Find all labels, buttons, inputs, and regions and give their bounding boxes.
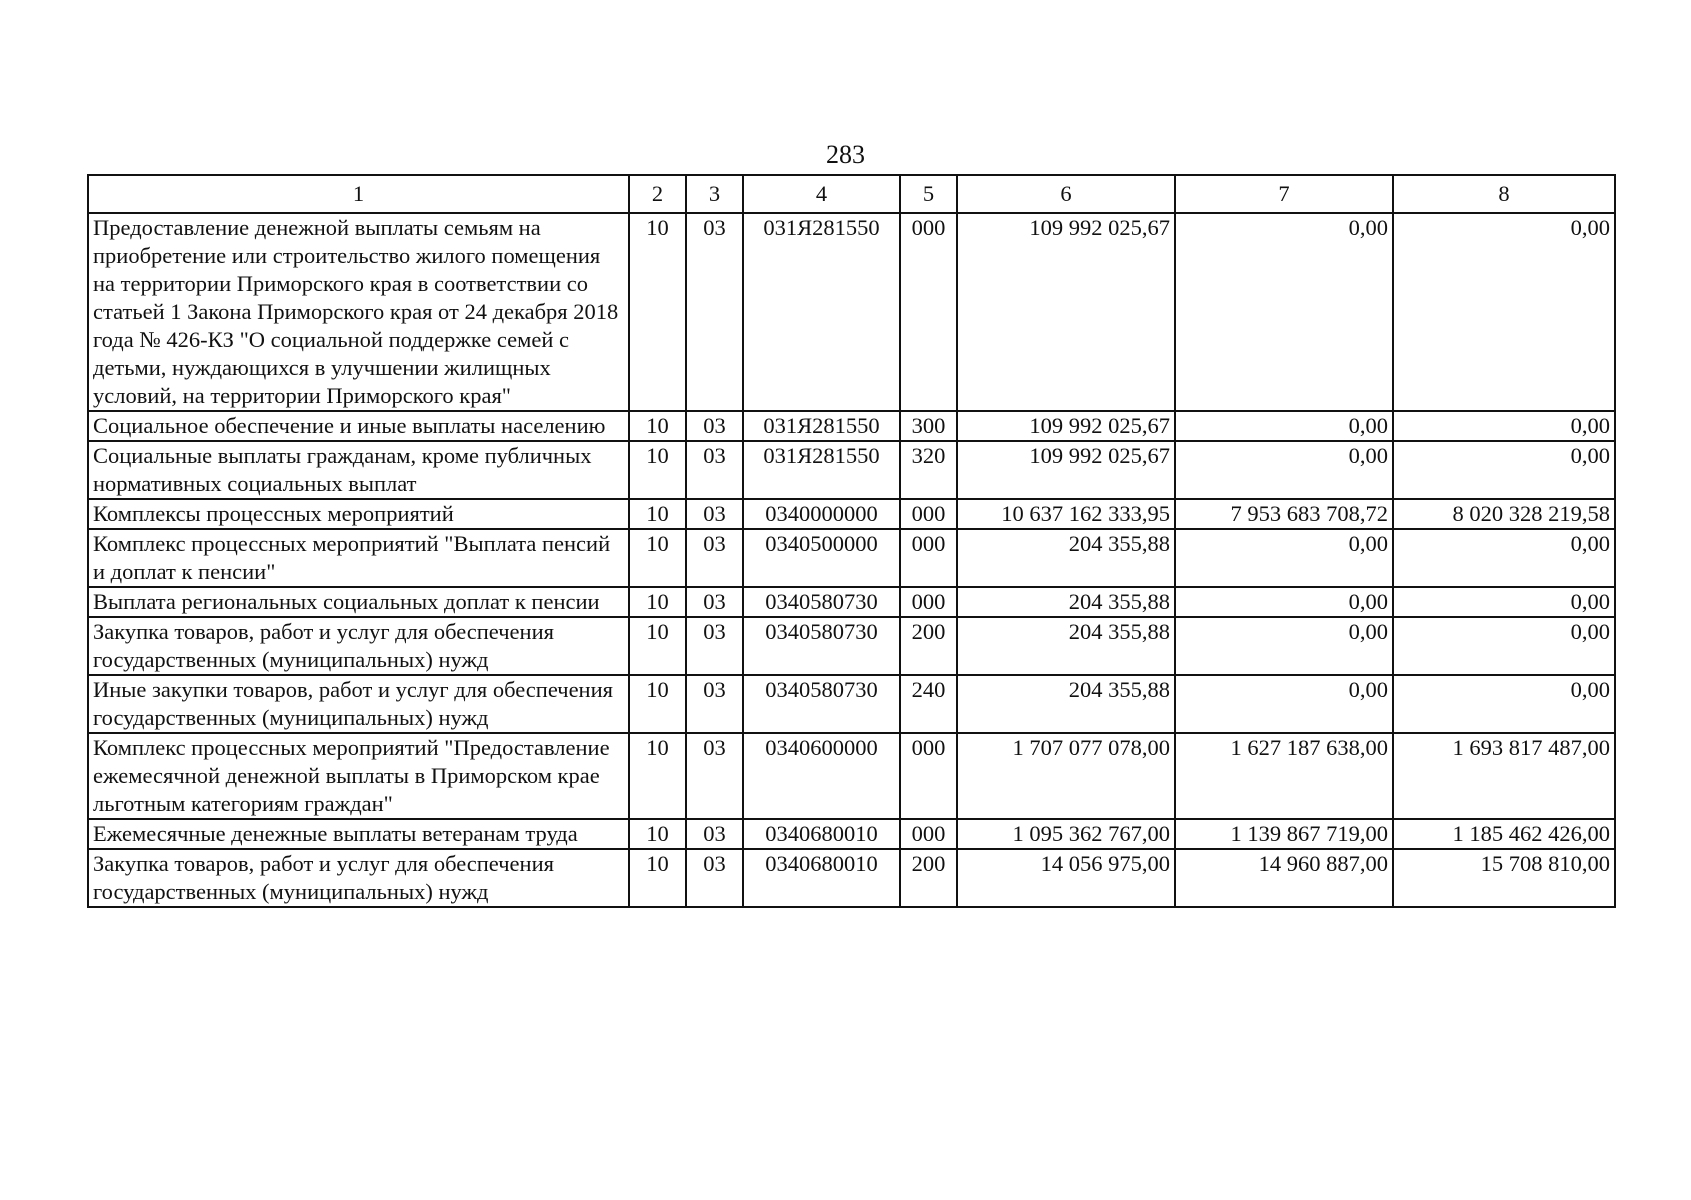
row-subsection: 03 xyxy=(686,411,743,441)
row-subsection: 03 xyxy=(686,849,743,907)
row-expense-type: 300 xyxy=(900,411,957,441)
row-amount-year-1: 204 355,88 xyxy=(957,587,1175,617)
row-target-code: 0340580730 xyxy=(743,617,900,675)
table-row xyxy=(88,529,1615,587)
row-subsection: 03 xyxy=(686,587,743,617)
row-amount-year-2: 1 627 187 638,00 xyxy=(1175,733,1393,819)
header-col-4: 4 xyxy=(743,175,900,213)
row-subsection: 03 xyxy=(686,733,743,819)
row-name: Комплекс процессных мероприятий "Предоставление ежемесячной денежной выплаты в Приморском крае льготным категориям граждан" xyxy=(88,733,629,819)
row-name: Социальное обеспечение и иные выплаты населению xyxy=(88,411,629,441)
row-amount-year-1: 204 355,88 xyxy=(957,529,1175,587)
row-subsection: 03 xyxy=(686,675,743,733)
row-name: Социальные выплаты гражданам, кроме публичных нормативных социальных выплат xyxy=(88,441,629,499)
row-expense-type: 000 xyxy=(900,733,957,819)
row-amount-year-2: 0,00 xyxy=(1175,675,1393,733)
row-amount-year-1: 109 992 025,67 xyxy=(957,411,1175,441)
row-amount-year-1: 204 355,88 xyxy=(957,617,1175,675)
table-row xyxy=(88,675,1615,733)
row-expense-type: 000 xyxy=(900,213,957,411)
row-expense-type: 320 xyxy=(900,441,957,499)
row-expense-type: 000 xyxy=(900,529,957,587)
row-amount-year-1: 1 095 362 767,00 xyxy=(957,819,1175,849)
row-amount-year-2: 0,00 xyxy=(1175,587,1393,617)
row-name: Ежемесячные денежные выплаты ветеранам труда xyxy=(88,819,629,849)
page-number: 283 xyxy=(826,140,865,169)
row-amount-year-3: 0,00 xyxy=(1393,587,1615,617)
row-name: Иные закупки товаров, работ и услуг для обеспечения государственных (муниципальных) нужд xyxy=(88,675,629,733)
row-name: Закупка товаров, работ и услуг для обеспечения государственных (муниципальных) нужд xyxy=(88,849,629,907)
table-row xyxy=(88,587,1615,617)
row-amount-year-2: 0,00 xyxy=(1175,441,1393,499)
header-col-5: 5 xyxy=(900,175,957,213)
table-header xyxy=(88,175,1615,213)
header-col-8: 8 xyxy=(1393,175,1615,213)
row-amount-year-3: 1 693 817 487,00 xyxy=(1393,733,1615,819)
row-target-code: 031Я281550 xyxy=(743,441,900,499)
row-amount-year-2: 14 960 887,00 xyxy=(1175,849,1393,907)
row-amount-year-1: 109 992 025,67 xyxy=(957,441,1175,499)
row-section: 10 xyxy=(629,213,686,411)
header-col-1: 1 xyxy=(88,175,629,213)
row-expense-type: 000 xyxy=(900,819,957,849)
row-subsection: 03 xyxy=(686,529,743,587)
row-amount-year-1: 14 056 975,00 xyxy=(957,849,1175,907)
row-amount-year-1: 1 707 077 078,00 xyxy=(957,733,1175,819)
row-amount-year-3: 1 185 462 426,00 xyxy=(1393,819,1615,849)
header-col-2: 2 xyxy=(629,175,686,213)
row-amount-year-1: 10 637 162 333,95 xyxy=(957,499,1175,529)
row-subsection: 03 xyxy=(686,617,743,675)
row-amount-year-3: 0,00 xyxy=(1393,529,1615,587)
row-amount-year-3: 15 708 810,00 xyxy=(1393,849,1615,907)
row-amount-year-3: 0,00 xyxy=(1393,441,1615,499)
row-expense-type: 000 xyxy=(900,587,957,617)
header-col-7: 7 xyxy=(1175,175,1393,213)
row-amount-year-1: 204 355,88 xyxy=(957,675,1175,733)
row-target-code: 0340500000 xyxy=(743,529,900,587)
row-amount-year-1: 109 992 025,67 xyxy=(957,213,1175,411)
row-expense-type: 240 xyxy=(900,675,957,733)
row-name: Выплата региональных социальных доплат к пенсии xyxy=(88,587,629,617)
row-amount-year-2: 1 139 867 719,00 xyxy=(1175,819,1393,849)
row-subsection: 03 xyxy=(686,819,743,849)
row-expense-type: 000 xyxy=(900,499,957,529)
row-amount-year-2: 0,00 xyxy=(1175,213,1393,411)
row-target-code: 031Я281550 xyxy=(743,213,900,411)
row-amount-year-3: 8 020 328 219,58 xyxy=(1393,499,1615,529)
table-row xyxy=(88,213,1615,411)
row-amount-year-2: 0,00 xyxy=(1175,617,1393,675)
row-section: 10 xyxy=(629,733,686,819)
header-col-6: 6 xyxy=(957,175,1175,213)
table-row xyxy=(88,849,1615,907)
row-section: 10 xyxy=(629,411,686,441)
row-section: 10 xyxy=(629,499,686,529)
row-subsection: 03 xyxy=(686,441,743,499)
row-name: Закупка товаров, работ и услуг для обеспечения государственных (муниципальных) нужд xyxy=(88,617,629,675)
row-target-code: 0340680010 xyxy=(743,819,900,849)
row-section: 10 xyxy=(629,529,686,587)
row-section: 10 xyxy=(629,675,686,733)
budget-table xyxy=(87,174,1616,908)
table-row xyxy=(88,499,1615,529)
row-amount-year-2: 0,00 xyxy=(1175,529,1393,587)
row-section: 10 xyxy=(629,819,686,849)
row-target-code: 0340580730 xyxy=(743,587,900,617)
row-name: Предоставление денежной выплаты семьям на приобретение или строительство жилого помещения на территории Приморского края в соответствии со статьей 1 Закона Приморского края от 24 декабря 2018 года № 426-КЗ "О социальной поддержке семей с детьми, нуждающихся в улучшении жилищных условий, на территории Приморского края" xyxy=(88,213,629,411)
row-target-code: 0340680010 xyxy=(743,849,900,907)
row-section: 10 xyxy=(629,849,686,907)
row-target-code: 0340600000 xyxy=(743,733,900,819)
row-section: 10 xyxy=(629,441,686,499)
row-amount-year-2: 7 953 683 708,72 xyxy=(1175,499,1393,529)
row-expense-type: 200 xyxy=(900,849,957,907)
row-amount-year-3: 0,00 xyxy=(1393,617,1615,675)
row-section: 10 xyxy=(629,617,686,675)
row-expense-type: 200 xyxy=(900,617,957,675)
row-section: 10 xyxy=(629,587,686,617)
row-amount-year-2: 0,00 xyxy=(1175,411,1393,441)
table-row xyxy=(88,617,1615,675)
row-subsection: 03 xyxy=(686,499,743,529)
row-target-code: 0340000000 xyxy=(743,499,900,529)
row-target-code: 0340580730 xyxy=(743,675,900,733)
row-name: Комплексы процессных мероприятий xyxy=(88,499,629,529)
row-name: Комплекс процессных мероприятий "Выплата пенсий и доплат к пенсии" xyxy=(88,529,629,587)
row-amount-year-3: 0,00 xyxy=(1393,675,1615,733)
table-body xyxy=(88,213,1615,907)
row-amount-year-3: 0,00 xyxy=(1393,213,1615,411)
table-row xyxy=(88,441,1615,499)
row-target-code: 031Я281550 xyxy=(743,411,900,441)
row-subsection: 03 xyxy=(686,213,743,411)
table-row xyxy=(88,411,1615,441)
header-col-3: 3 xyxy=(686,175,743,213)
table-row xyxy=(88,733,1615,819)
table-row xyxy=(88,819,1615,849)
row-amount-year-3: 0,00 xyxy=(1393,411,1615,441)
header-row xyxy=(88,175,1615,213)
